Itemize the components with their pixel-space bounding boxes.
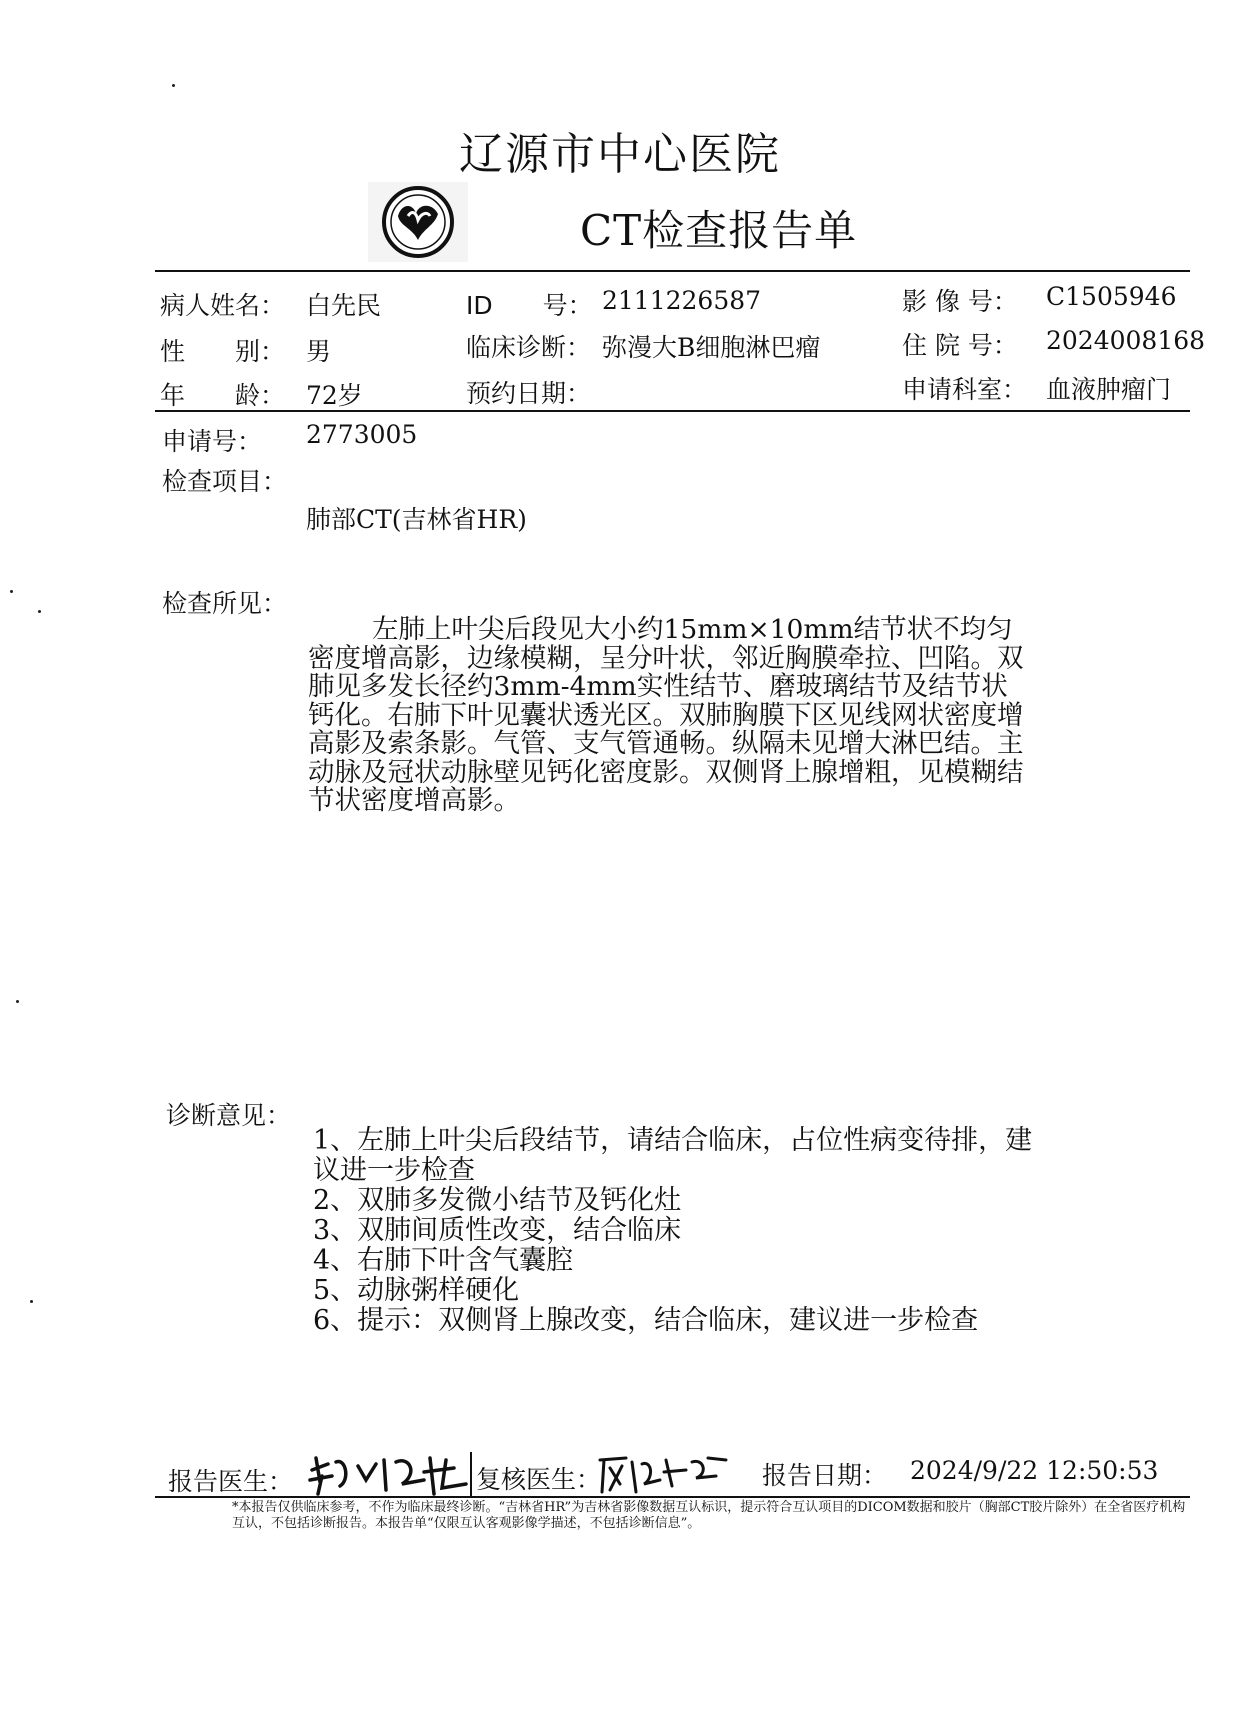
signature-divider (470, 1452, 472, 1496)
reviewer-label: 复核医生： (476, 1465, 602, 1494)
request-no: 2773005 (306, 420, 418, 449)
reviewer-signature-icon (596, 1452, 731, 1496)
image-no: C1505946 (1046, 282, 1177, 311)
scan-speck (10, 590, 13, 593)
diagnosis-item: 2、双肺多发微小结节及钙化灶 (313, 1185, 682, 1216)
exam-item: 肺部CT(吉林省HR) (306, 505, 527, 534)
inpatient-no-label: 住 院 号： (902, 331, 1018, 360)
patient-info-divider (155, 410, 1190, 412)
diagnosis-item: 6、提示：双侧肾上腺改变，结合临床，建议进一步检查 (313, 1305, 979, 1336)
reporter-signature-icon (306, 1450, 471, 1498)
appointment-label: 预约日期： (466, 379, 592, 408)
report-date-label: 报告日期： (762, 1461, 888, 1490)
diagnosis-item: 1、左肺上叶尖后段结节，请结合临床，占位性病变待排，建议进一步检查 (313, 1125, 1033, 1186)
image-no-label: 影 像 号： (902, 287, 1018, 316)
scan-speck (172, 84, 175, 87)
diagnosis-list (313, 1126, 1033, 1336)
dept-value: 血液肿瘤门 (1046, 375, 1172, 404)
inpatient-no: 2024008168 (1046, 326, 1206, 355)
age-label: 年 龄： (160, 381, 286, 410)
patient-name: 白先民 (306, 291, 382, 320)
scan-speck (16, 1000, 19, 1003)
report-date: 2024/9/22 12:50:53 (910, 1456, 1159, 1485)
patient-name-label: 病人姓名： (160, 291, 286, 320)
exam-item-label: 检查项目： (162, 467, 288, 496)
report-title: CT检查报告单 (580, 206, 858, 255)
diagnosis-item: 5、动脉粥样硬化 (313, 1275, 520, 1306)
sex-label: 性 别： (160, 337, 286, 366)
clinical-dx: 弥漫大B细胞淋巴瘤 (602, 333, 821, 362)
patient-id: 2111226587 (602, 286, 762, 315)
dept-label: 申请科室： (902, 375, 1028, 404)
request-no-label: 申请号： (162, 427, 263, 456)
findings-label: 检查所见： (162, 589, 288, 618)
diagnosis-label: 诊断意见： (166, 1101, 292, 1130)
sex-value: 男 (306, 337, 332, 366)
scan-speck (30, 1300, 33, 1303)
findings-text: 左肺上叶尖后段见大小约15mm×10mm结节状不均匀密度增高影，边缘模糊，呈分叶状，邻近胸膜牵拉、凹陷。双肺见多发长径约3mm-4mm实性结节、磨玻璃结节及结节状钙化。右肺下叶见囊状透光区。双肺胸膜下区见线网状密度增高影及索条影。气管、支气管通畅。纵隔未见增大淋巴结。主动脉及冠状动脉壁见钙化密度影。双侧肾上腺增粗，见模糊结节状密度增高影。 (308, 614, 1024, 816)
scan-speck (38, 610, 41, 613)
hospital-name: 辽源市中心医院 (459, 129, 781, 180)
footer-divider (155, 1496, 1190, 1498)
reporter-label: 报告医生： (168, 1467, 294, 1496)
patient-id-label: ID 号： (466, 291, 593, 320)
diagnosis-item: 3、双肺间质性改变，结合临床 (313, 1215, 682, 1246)
header-divider (155, 270, 1190, 272)
age-value: 72岁 (306, 381, 363, 410)
diagnosis-item: 4、右肺下叶含气囊腔 (313, 1245, 574, 1276)
hospital-logo-icon (368, 182, 468, 262)
disclaimer: *本报告仅供临床参考，不作为临床最终诊断。“吉林省HR”为吉林省影像数据互认标识，提示符合互认项目的DICOM数据和胶片（胸部CT胶片除外）在全省医疗机构互认，不包括诊断报告。本报告单“仅限互认客观影像学描述，不包括诊断信息”。 (232, 1500, 1186, 1531)
clinical-dx-label: 临床诊断： (466, 333, 592, 362)
